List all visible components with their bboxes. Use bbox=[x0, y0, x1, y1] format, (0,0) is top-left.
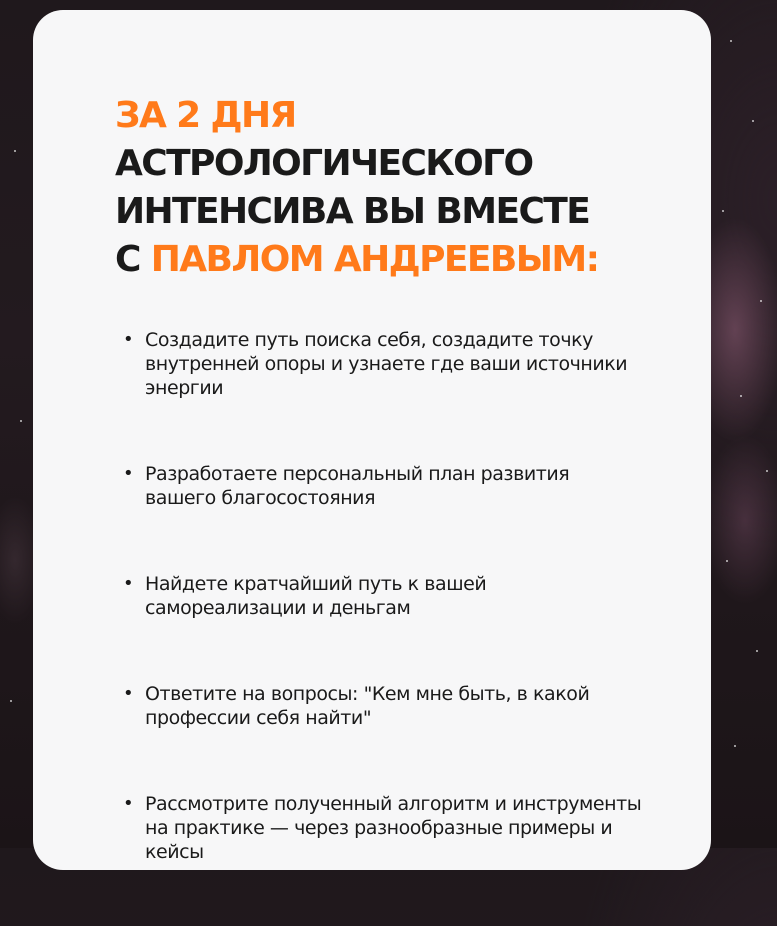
benefit-item-5: • Рассмотрите полученный алгоритм и инструменты на практике — через разнообразные примеры и кейсы bbox=[123, 792, 643, 864]
star bbox=[760, 300, 762, 302]
star bbox=[752, 120, 754, 122]
benefit-item-3: • Найдете кратчайший путь к вашей самореализации и деньгам bbox=[123, 572, 643, 620]
star bbox=[766, 470, 768, 472]
star bbox=[734, 745, 736, 747]
star bbox=[730, 40, 732, 42]
benefit-item-2: • Разработаете персональный план развития вашего благосостояния bbox=[123, 462, 643, 510]
benefits-list bbox=[123, 328, 643, 926]
star bbox=[740, 395, 742, 397]
benefit-item-4: • Ответите на вопросы: "Кем мне быть, в какой профессии себя найти" bbox=[123, 682, 643, 730]
headline-duration: ЗА 2 ДНЯ bbox=[115, 95, 296, 136]
star bbox=[10, 700, 12, 702]
intensive-headline bbox=[115, 92, 598, 284]
star bbox=[756, 650, 758, 652]
headline-prefix: С bbox=[115, 239, 151, 280]
headline-line-2: АСТРОЛОГИЧЕСКОГО bbox=[115, 143, 533, 184]
star bbox=[14, 150, 16, 152]
star bbox=[20, 420, 22, 422]
headline-line-3: ИНТЕНСИВА ВЫ ВМЕСТЕ bbox=[115, 191, 590, 232]
headline-presenter-name: ПАВЛОМ АНДРЕЕВЫМ: bbox=[150, 239, 599, 280]
headline-line-4 bbox=[115, 236, 598, 284]
star bbox=[726, 560, 728, 562]
benefit-item-1: • Создадите путь поиска себя, создадите точку внутренней опоры и узнаете где ваши источники энергии bbox=[123, 328, 643, 400]
content-card bbox=[33, 10, 711, 870]
star bbox=[722, 210, 724, 212]
